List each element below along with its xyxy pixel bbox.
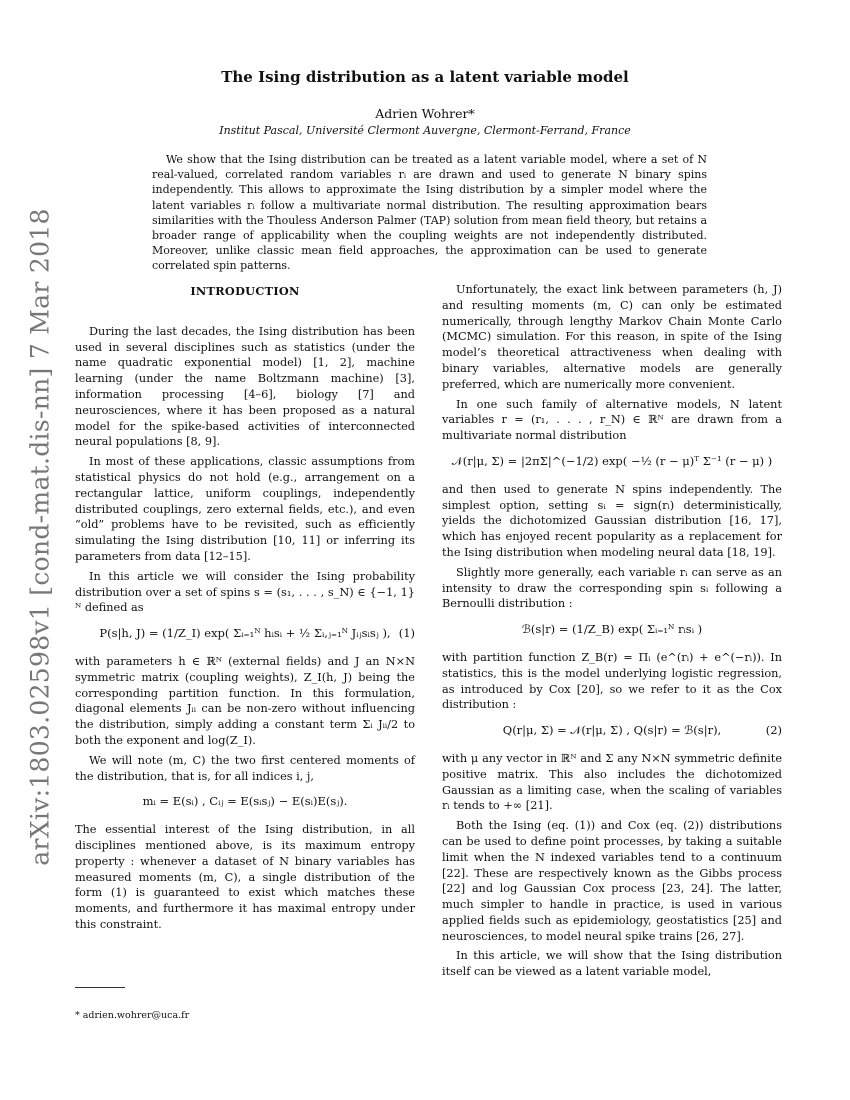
paragraph: with parameters h ∈ ℝᴺ (external fields) and J an N×N symmetric matrix (coupling weights), Z_I(h, J) being the corresponding partition function. In this formulation, diagonal elements Jᵢᵢ can be non-zero without influencing the distribution, simply adding a constant term Σᵢ Jᵢᵢ/2 to both the exponent and log(Z_I). bbox=[75, 654, 415, 747]
paragraph: with μ any vector in ℝᴺ and Σ any N×N symmetric definite positive matrix. This also includes the dichotomized Gaussian as a limiting case, when the scaling of variables rᵢ tends to +∞ [21]. bbox=[442, 751, 782, 813]
equation-moments: mᵢ = E(sᵢ) , Cᵢⱼ = E(sᵢsⱼ) − E(sᵢ)E(sⱼ). bbox=[142, 794, 348, 809]
footnote-email: * adrien.wohrer@uca.fr bbox=[75, 1010, 190, 1021]
paper-title: The Ising distribution as a latent variable model bbox=[221, 68, 629, 86]
equation-normal: 𝒩(r|μ, Σ) = |2πΣ|^(−1/2) exp( −½ (r − μ)ᵀ Σ⁻¹ (r − μ) ) bbox=[451, 453, 773, 468]
paragraph: with partition function Z_B(r) = Πᵢ (e^(rᵢ) + e^(−rᵢ)). In statistics, this is the model underlying logistic regression, as introduced by Cox [20], so we refer to it as the Cox distribution : bbox=[442, 650, 782, 712]
paragraph: and then used to generate N spins independently. The simplest option, setting sᵢ = sign(rᵢ) deterministically, yields the dichotomized Gaussian distribution [16, 17], which has enjoyed recent popularity as a replacement for the Ising distribution when modeling neural data [18, 19]. bbox=[442, 482, 782, 559]
equation-2-number: (2) bbox=[765, 723, 782, 738]
arxiv-identifier-text: arXiv:1803.02598v1 [cond-mat.dis-nn] 7 Mar 2018 bbox=[25, 208, 55, 866]
author-affiliation: Institut Pascal, Université Clermont Auvergne, Clermont-Ferrand, France bbox=[219, 124, 631, 137]
section-heading-introduction: INTRODUCTION bbox=[190, 284, 300, 298]
equation-1-body: P(s|h, J) = (1/Z_I) exp( Σᵢ₌₁ᴺ hᵢsᵢ + ½ Σᵢ,ⱼ₌₁ᴺ Jᵢⱼsᵢsⱼ ), bbox=[99, 626, 391, 641]
paragraph: The essential interest of the Ising distribution, in all disciplines mentioned above, is its maximum entropy property : whenever a dataset of N binary variables has measured moments (m, C), a single distribution of the form (1) is guaranteed to exist which matches these moments, and furthermore it has maximal entropy under this constraint. bbox=[75, 823, 415, 931]
paragraph: In this article, we will show that the Ising distribution itself can be viewed as a latent variable model, bbox=[442, 949, 782, 979]
paragraph: Unfortunately, the exact link between parameters (h, J) and resulting moments (m, C) can only be estimated numerically, through lengthy Markov Chain Monte Carlo (MCMC) simulation. For this reason, in spite of the Ising model’s theoretical attractiveness when dealing with binary variables, alternative models are generally preferred, which are numerically more convenient. bbox=[442, 283, 782, 391]
paragraph: Slightly more generally, each variable rᵢ can serve as an intensity to draw the corresponding spin sᵢ following a Bernoulli distribution : bbox=[442, 565, 782, 611]
right-column bbox=[442, 282, 782, 1042]
left-column bbox=[75, 282, 415, 1042]
equation-1 bbox=[75, 626, 415, 642]
equation-1-number: (1) bbox=[398, 626, 415, 641]
author-name: Adrien Wohrer* bbox=[375, 106, 475, 121]
equation-2-body: Q(r|μ, Σ) = 𝒩(r|μ, Σ) , Q(s|r) = ℬ(s|r), bbox=[502, 723, 722, 738]
footnote-rule bbox=[75, 987, 125, 988]
paragraph: Both the Ising (eq. (1)) and Cox (eq. (2)) distributions can be used to define point processes, by taking a suitable limit when the N indexed variables tend to a continuum [22]. These are respectively known as the Gibbs process [22] and log Gaussian Cox process [23, 24]. The latter, much simpler to handle in practice, is used in various applied fields such as epidemiology, geostatistics [25] and neurosciences, to model neural spike trains [26, 27]. bbox=[442, 819, 782, 943]
paragraph: In this article we will consider the Ising probability distribution over a set of spins s = (s₁, . . . , s_N) ∈ {−1, 1}ᴺ defined as bbox=[75, 569, 415, 615]
abstract: We show that the Ising distribution can be treated as a latent variable model, where a set of N real-valued, correlated random variables rᵢ are drawn and used to generate N binary spins independently. This allows to approximate the Ising distribution by a simpler model where the latent variables rᵢ follow a multivariate normal distribution. The resulting approximation bears similarities with the Thouless Anderson Palmer (TAP) solution from mean field theory, but retains a broader range of applicability when the coupling weights are not independently distributed. Moreover, unlike classic mean field approaches, the approximation can be used to generate correlated spin patterns. bbox=[152, 153, 707, 273]
equation-bernoulli: ℬ(s|r) = (1/Z_B) exp( Σᵢ₌₁ᴺ rᵢsᵢ ) bbox=[521, 622, 703, 637]
arxiv-identifier bbox=[20, 208, 60, 866]
paragraph: In one such family of alternative models, N latent variables r = (r₁, . . . , r_N) ∈ ℝᴺ are drawn from a multivariate normal distribution bbox=[442, 397, 782, 443]
paragraph: In most of these applications, classic assumptions from statistical physics do not hold (e.g., arrangement on a rectangular lattice, uniform couplings, independently distributed couplings, zero external fields, etc.), and even “old” problems have to be revisited, such as efficiently simulating the Ising distribution [10, 11] or inferring its parameters from data [12–15]. bbox=[75, 455, 415, 563]
equation-2 bbox=[442, 723, 782, 739]
paragraph: We will note (m, C) the two first centered moments of the distribution, that is, for all indices i, j, bbox=[75, 753, 415, 783]
paragraph: During the last decades, the Ising distribution has been used in several disciplines such as statistics (under the name quadratic exponential model) [1, 2], machine learning (under the name Boltzmann machine) [3], information processing [4–6], biology [7] and neurosciences, where it has been proposed as a natural model for the spike-based activities of interconnected neural populations [8, 9]. bbox=[75, 324, 415, 449]
